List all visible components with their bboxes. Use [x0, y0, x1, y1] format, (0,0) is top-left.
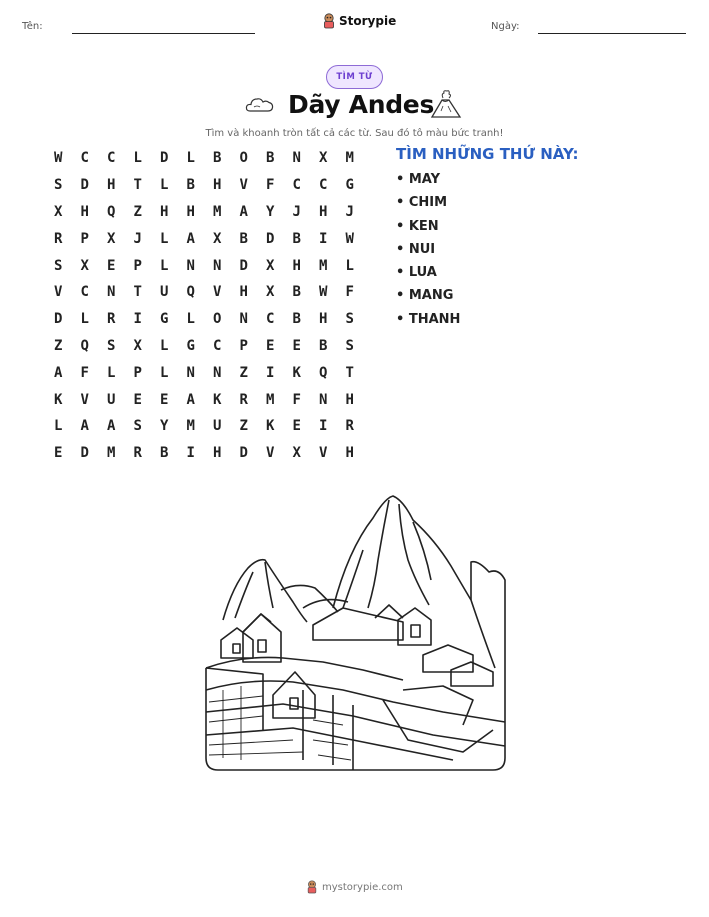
- date-label: Ngày:: [491, 21, 520, 32]
- grid-letter[interactable]: S: [54, 257, 63, 274]
- grid-letter[interactable]: I: [186, 445, 195, 462]
- grid-letter[interactable]: J: [345, 203, 354, 220]
- grid-letter[interactable]: H: [107, 177, 116, 194]
- grid-letter[interactable]: E: [266, 337, 275, 354]
- page-title: Dãy Andes: [288, 90, 435, 119]
- grid-row: [48, 145, 368, 172]
- grid-letter[interactable]: A: [107, 418, 116, 435]
- grid-letter[interactable]: L: [133, 150, 142, 167]
- grid-letter[interactable]: I: [319, 230, 328, 247]
- grid-letter[interactable]: L: [160, 230, 169, 247]
- grid-letter[interactable]: Z: [239, 418, 248, 435]
- grid-letter[interactable]: I: [266, 364, 275, 381]
- storypie-logo-icon: [322, 13, 336, 29]
- grid-letter[interactable]: B: [319, 337, 328, 354]
- grid-letter[interactable]: H: [319, 203, 328, 220]
- grid-letter[interactable]: H: [345, 391, 354, 408]
- grid-letter[interactable]: K: [292, 364, 301, 381]
- grid-letter[interactable]: L: [160, 337, 169, 354]
- grid-row: [48, 279, 368, 306]
- grid-letter[interactable]: B: [186, 177, 195, 194]
- grid-row: [48, 413, 368, 440]
- grid-letter[interactable]: D: [160, 150, 169, 167]
- grid-letter[interactable]: C: [80, 284, 89, 301]
- grid-letter[interactable]: M: [319, 257, 328, 274]
- grid-letter[interactable]: R: [345, 418, 354, 435]
- grid-letter[interactable]: B: [292, 230, 301, 247]
- grid-letter[interactable]: O: [213, 311, 222, 328]
- word-item: • KEN: [396, 218, 439, 234]
- grid-letter[interactable]: H: [80, 203, 89, 220]
- grid-letter[interactable]: H: [213, 177, 222, 194]
- grid-letter[interactable]: E: [107, 257, 116, 274]
- grid-letter[interactable]: N: [186, 257, 195, 274]
- grid-letter[interactable]: E: [54, 445, 63, 462]
- grid-letter[interactable]: X: [292, 445, 301, 462]
- grid-letter[interactable]: S: [345, 311, 354, 328]
- grid-letter[interactable]: P: [133, 364, 142, 381]
- word-item: • NUI: [396, 241, 436, 257]
- grid-letter[interactable]: F: [266, 177, 275, 194]
- grid-letter[interactable]: N: [292, 150, 301, 167]
- grid-letter[interactable]: Z: [239, 364, 248, 381]
- grid-letter[interactable]: A: [239, 203, 248, 220]
- cloud-icon: [245, 94, 275, 116]
- grid-letter[interactable]: C: [80, 150, 89, 167]
- grid-letter[interactable]: D: [239, 257, 248, 274]
- grid-letter[interactable]: V: [266, 445, 275, 462]
- grid-letter[interactable]: H: [239, 284, 248, 301]
- grid-letter[interactable]: H: [345, 445, 354, 462]
- grid-letter[interactable]: P: [80, 230, 89, 247]
- grid-letter[interactable]: N: [319, 391, 328, 408]
- grid-letter[interactable]: P: [239, 337, 248, 354]
- grid-letter[interactable]: J: [292, 203, 301, 220]
- date-line[interactable]: [538, 33, 686, 34]
- grid-letter[interactable]: L: [80, 311, 89, 328]
- grid-letter[interactable]: Q: [319, 364, 328, 381]
- grid-letter[interactable]: W: [319, 284, 328, 301]
- grid-letter[interactable]: R: [239, 391, 248, 408]
- grid-letter[interactable]: H: [213, 445, 222, 462]
- grid-row: [48, 225, 368, 252]
- grid-letter[interactable]: E: [160, 391, 169, 408]
- grid-letter[interactable]: D: [54, 311, 63, 328]
- footer: [306, 880, 403, 894]
- grid-letter[interactable]: A: [186, 391, 195, 408]
- grid-letter[interactable]: U: [213, 418, 222, 435]
- word-list: [396, 172, 460, 335]
- grid-letter[interactable]: H: [160, 203, 169, 220]
- word-search-badge: TÌM TỪ: [326, 65, 383, 89]
- mountain-village-illustration[interactable]: [203, 490, 508, 773]
- grid-row: [48, 359, 368, 386]
- grid-letter[interactable]: K: [266, 418, 275, 435]
- grid-letter[interactable]: P: [133, 257, 142, 274]
- grid-letter[interactable]: I: [133, 311, 142, 328]
- grid-letter[interactable]: M: [266, 391, 275, 408]
- grid-letter[interactable]: Z: [54, 337, 63, 354]
- grid-letter[interactable]: T: [133, 177, 142, 194]
- word-item: • THANH: [396, 311, 461, 327]
- grid-letter[interactable]: B: [266, 150, 275, 167]
- grid-letter[interactable]: X: [80, 257, 89, 274]
- grid-letter[interactable]: G: [186, 337, 195, 354]
- grid-letter[interactable]: L: [160, 364, 169, 381]
- grid-letter[interactable]: D: [80, 445, 89, 462]
- grid-letter[interactable]: L: [107, 364, 116, 381]
- grid-row: [48, 333, 368, 360]
- word-item: • LUA: [396, 265, 437, 281]
- grid-letter[interactable]: T: [345, 364, 354, 381]
- grid-letter[interactable]: C: [319, 177, 328, 194]
- grid-letter[interactable]: M: [107, 445, 116, 462]
- grid-letter[interactable]: R: [133, 445, 142, 462]
- grid-letter[interactable]: A: [186, 230, 195, 247]
- grid-letter[interactable]: B: [292, 284, 301, 301]
- grid-letter[interactable]: V: [213, 284, 222, 301]
- grid-letter[interactable]: K: [54, 391, 63, 408]
- grid-letter[interactable]: N: [186, 364, 195, 381]
- name-line[interactable]: [72, 33, 255, 34]
- grid-letter[interactable]: Q: [186, 284, 195, 301]
- grid-letter[interactable]: L: [186, 150, 195, 167]
- grid-letter[interactable]: I: [319, 418, 328, 435]
- grid-letter[interactable]: T: [133, 284, 142, 301]
- grid-letter[interactable]: M: [345, 150, 354, 167]
- grid-letter[interactable]: B: [292, 311, 301, 328]
- grid-letter[interactable]: E: [292, 337, 301, 354]
- grid-letter[interactable]: Y: [160, 418, 169, 435]
- grid-letter[interactable]: B: [160, 445, 169, 462]
- grid-letter[interactable]: S: [345, 337, 354, 354]
- grid-letter[interactable]: B: [239, 230, 248, 247]
- grid-letter[interactable]: L: [186, 311, 195, 328]
- grid-letter[interactable]: O: [239, 150, 248, 167]
- grid-letter[interactable]: U: [107, 391, 116, 408]
- grid-letter[interactable]: H: [186, 203, 195, 220]
- grid-letter[interactable]: L: [54, 418, 63, 435]
- letter-grid: [48, 145, 368, 467]
- grid-letter[interactable]: R: [107, 311, 116, 328]
- grid-letter[interactable]: W: [54, 150, 63, 167]
- word-item: • CHIM: [396, 195, 448, 211]
- grid-letter[interactable]: V: [80, 391, 89, 408]
- volcano-icon: [430, 89, 462, 119]
- grid-letter[interactable]: Q: [107, 203, 116, 220]
- grid-letter[interactable]: X: [54, 203, 63, 220]
- brand: [322, 13, 396, 29]
- storypie-logo-icon: [306, 880, 318, 894]
- word-item: • MANG: [396, 288, 454, 304]
- grid-letter[interactable]: R: [54, 230, 63, 247]
- grid-letter[interactable]: G: [160, 311, 169, 328]
- grid-letter[interactable]: Y: [266, 203, 275, 220]
- grid-letter[interactable]: M: [186, 418, 195, 435]
- grid-letter[interactable]: X: [266, 284, 275, 301]
- grid-letter[interactable]: F: [345, 284, 354, 301]
- grid-letter[interactable]: M: [213, 203, 222, 220]
- word-item: • MAY: [396, 172, 441, 187]
- grid-letter[interactable]: G: [345, 177, 354, 194]
- grid-letter[interactable]: V: [319, 445, 328, 462]
- grid-letter[interactable]: L: [345, 257, 354, 274]
- grid-row: [48, 386, 368, 413]
- grid-letter[interactable]: N: [213, 257, 222, 274]
- grid-letter[interactable]: X: [133, 337, 142, 354]
- grid-letter[interactable]: D: [266, 230, 275, 247]
- grid-letter[interactable]: E: [133, 391, 142, 408]
- grid-letter[interactable]: S: [133, 418, 142, 435]
- grid-letter[interactable]: K: [213, 391, 222, 408]
- grid-letter[interactable]: X: [213, 230, 222, 247]
- grid-letter[interactable]: D: [80, 177, 89, 194]
- word-list-heading: TÌM NHỮNG THỨ NÀY:: [396, 145, 579, 163]
- grid-row: [48, 440, 368, 467]
- grid-letter[interactable]: L: [160, 257, 169, 274]
- grid-letter[interactable]: J: [133, 230, 142, 247]
- grid-letter[interactable]: F: [292, 391, 301, 408]
- grid-letter[interactable]: L: [160, 177, 169, 194]
- grid-letter[interactable]: W: [345, 230, 354, 247]
- grid-letter[interactable]: H: [319, 311, 328, 328]
- grid-letter[interactable]: F: [80, 364, 89, 381]
- name-label: Tên:: [22, 21, 43, 32]
- grid-letter[interactable]: C: [213, 337, 222, 354]
- grid-row: [48, 199, 368, 226]
- grid-letter[interactable]: X: [319, 150, 328, 167]
- grid-letter[interactable]: S: [107, 337, 116, 354]
- grid-row: [48, 252, 368, 279]
- instructions: Tìm và khoanh tròn tất cả các từ. Sau đó tô màu bức tranh!: [205, 128, 504, 139]
- grid-letter[interactable]: A: [80, 418, 89, 435]
- grid-letter[interactable]: C: [292, 177, 301, 194]
- grid-row: [48, 172, 368, 199]
- grid-letter[interactable]: N: [213, 364, 222, 381]
- grid-letter[interactable]: U: [160, 284, 169, 301]
- grid-letter[interactable]: A: [54, 364, 63, 381]
- grid-letter[interactable]: N: [107, 284, 116, 301]
- grid-row: [48, 306, 368, 333]
- grid-letter[interactable]: B: [213, 150, 222, 167]
- brand-name: Storypie: [339, 14, 397, 28]
- footer-url[interactable]: mystorypie.com: [322, 881, 403, 893]
- grid-letter[interactable]: X: [107, 230, 116, 247]
- grid-letter[interactable]: C: [107, 150, 116, 167]
- grid-letter[interactable]: N: [239, 311, 248, 328]
- grid-letter[interactable]: V: [239, 177, 248, 194]
- grid-letter[interactable]: Z: [133, 203, 142, 220]
- grid-letter[interactable]: X: [266, 257, 275, 274]
- grid-letter[interactable]: Q: [80, 337, 89, 354]
- grid-letter[interactable]: H: [292, 257, 301, 274]
- grid-letter[interactable]: V: [54, 284, 63, 301]
- grid-letter[interactable]: S: [54, 177, 63, 194]
- grid-letter[interactable]: C: [266, 311, 275, 328]
- grid-letter[interactable]: E: [292, 418, 301, 435]
- grid-letter[interactable]: D: [239, 445, 248, 462]
